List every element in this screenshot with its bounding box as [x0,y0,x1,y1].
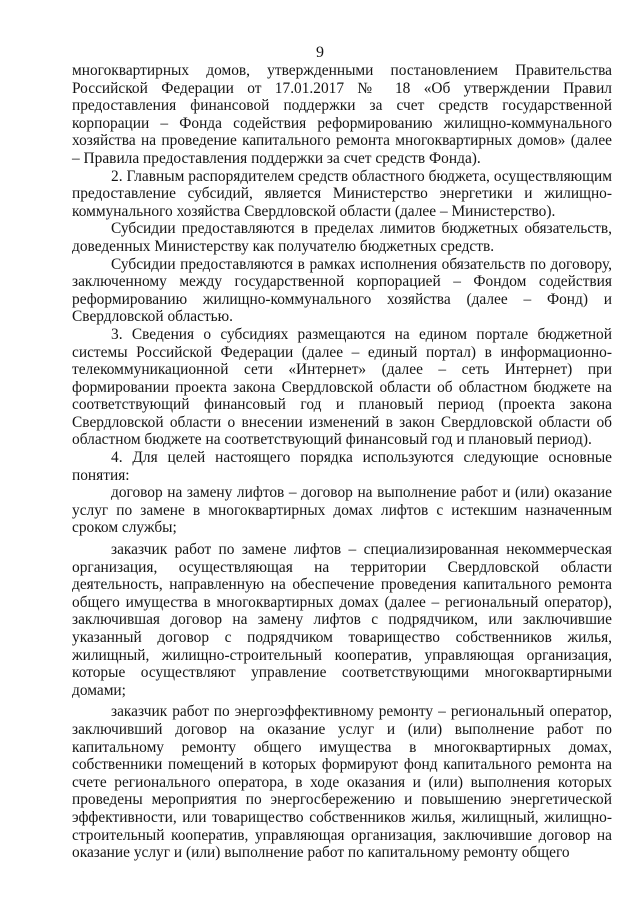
definition-energy-customer: заказчик работ по энергоэффективному ремонту – региональный оператор, заключивший договор на оказание услуг и (или) выполнение работ по капитальному ремонту общего имущества в многоквартирных домах, собственники помещений в которых формируют фонд капитального ремонта на счете регионального оператора, в ходе оказания и (или) выполнения которых проведены мероприятия по энергосбережению и повышению энергетической эффективности, или товарищество собственников жилья, жилищный, жилищно-строительный кооператив, управляющая организация, заключившие договор на оказание услуг и (или) выполнение работ по капитальному ремонту общего [72,703,612,862]
paragraph-3-portal-info: 3. Сведения о субсидиях размещаются на едином портале бюджетной системы Российской Федерации (далее – единый портал) в информационно-телекоммуникационной сети «Интернет» (далее – сеть Интернет) при формировании проекта закона Свердловской области об областном бюджете на соответствующий финансовый год и плановый период (проекта закона Свердловской области о внесении изменений в закон Свердловской области об областном бюджете на соответствующий финансовый год и плановый период). [72,325,612,449]
page-number: 9 [316,44,324,61]
paragraph-subsidy-limits: Субсидии предоставляются в пределах лимитов бюджетных обязательств, доведенных Министерству как получателю бюджетных средств. [72,220,612,255]
paragraph-2-main-administrator: 2. Главным распорядителем средств областного бюджета, осуществляющим предоставление субсидий, является Министерство энергетики и жилищно-коммунального хозяйства Свердловской области (далее – Министерство). [72,167,612,220]
paragraph-subsidy-agreement: Субсидии предоставляются в рамках исполнения обязательств по договору, заключенному между государственной корпорацией – Фондом содействия реформированию жилищно-коммунального хозяйства (далее – Фонд) и Свердловской областью. [72,255,612,326]
definition-lift-contract: договор на замену лифтов – договор на выполнение работ и (или) оказание услуг по замене в многоквартирных домах лифтов с истекшим назначенным сроком службы; [72,484,612,537]
paragraph-rules-reference: многоквартирных домов, утвержденными постановлением Правительства Российской Федерации от 17.01.2017 № 18 «Об утверждении Правил предоставления финансовой поддержки за счет средств государственной корпорации – Фонда содействия реформированию жилищно-коммунального хозяйства на проведение капитального ремонта многоквартирных домов» (далее – Правила предоставления поддержки за счет средств Фонда). [72,62,612,167]
document-body [72,62,612,862]
paragraph-4-definitions-intro: 4. Для целей настоящего порядка используются следующие основные понятия: [72,449,612,484]
definition-lift-customer: заказчик работ по замене лифтов – специализированная некоммерческая организация, осуществляющая на территории Свердловской области деятельность, направленную на обеспечение проведения капитального ремонта общего имущества в многоквартирных домах (далее – региональный оператор), заключившая договор на замену лифтов с подрядчиком, или заключившие указанный договор с подрядчиком товарищество собственников жилья, жилищный, жилищно-строительный кооператив, управляющая организация, которые осуществляют управление соответствующими многоквартирными домами; [72,541,612,699]
